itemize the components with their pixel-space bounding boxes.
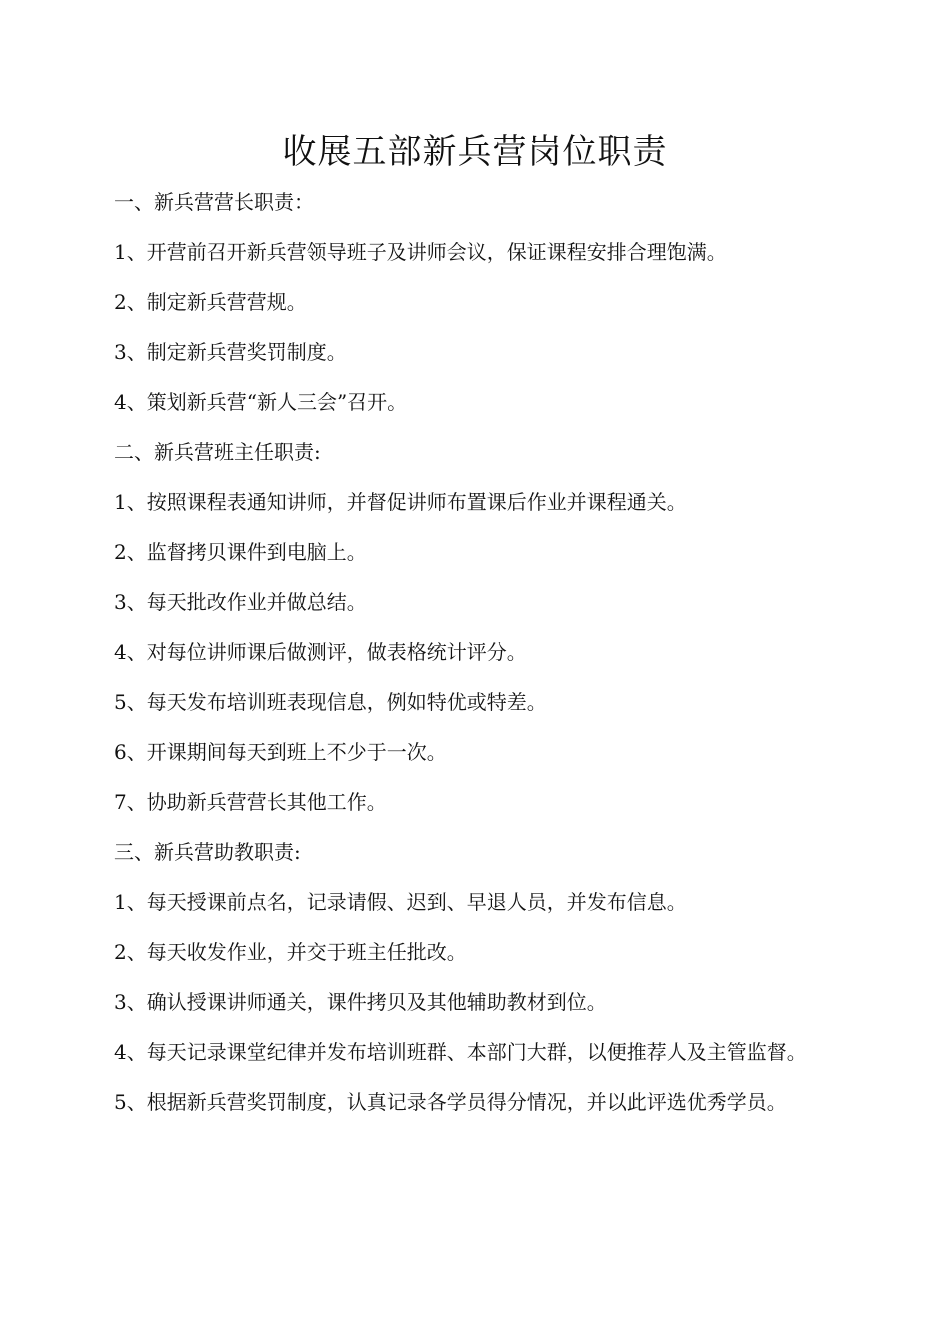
list-item: 3、制定新兵营奖罚制度。	[114, 340, 347, 364]
list-item: 6、开课期间每天到班上不少于一次。	[114, 740, 447, 764]
list-item: 2、制定新兵营营规。	[114, 290, 307, 314]
list-item: 3、每天批改作业并做总结。	[114, 590, 367, 614]
page-title: 收展五部新兵营岗位职责	[282, 132, 668, 172]
list-item: 2、监督拷贝课件到电脑上。	[114, 540, 367, 564]
list-item: 7、协助新兵营营长其他工作。	[114, 790, 387, 814]
list-item: 2、每天收发作业，并交于班主任批改。	[114, 940, 467, 964]
list-item: 4、每天记录课堂纪律并发布培训班群、本部门大群，以便推荐人及主管监督。	[114, 1040, 807, 1064]
section-heading-head-teacher: 二、新兵营班主任职责:	[114, 440, 321, 464]
document-body	[114, 186, 840, 1136]
list-item: 1、开营前召开新兵营领导班子及讲师会议，保证课程安排合理饱满。	[114, 240, 727, 264]
list-item: 5、每天发布培训班表现信息，例如特优或特差。	[114, 690, 547, 714]
list-item: 4、策划新兵营“新人三会”召开。	[114, 390, 408, 414]
section-heading-assistant: 三、新兵营助教职责:	[114, 840, 301, 864]
list-item: 1、每天授课前点名，记录请假、迟到、早退人员，并发布信息。	[114, 890, 687, 914]
list-item: 1、按照课程表通知讲师，并督促讲师布置课后作业并课程通关。	[114, 490, 687, 514]
list-item: 3、确认授课讲师通关，课件拷贝及其他辅助教材到位。	[114, 990, 607, 1014]
section-heading-commander: 一、新兵营营长职责：	[114, 190, 314, 214]
list-item: 4、对每位讲师课后做测评，做表格统计评分。	[114, 640, 527, 664]
list-item: 5、根据新兵营奖罚制度，认真记录各学员得分情况，并以此评选优秀学员。	[114, 1090, 787, 1114]
